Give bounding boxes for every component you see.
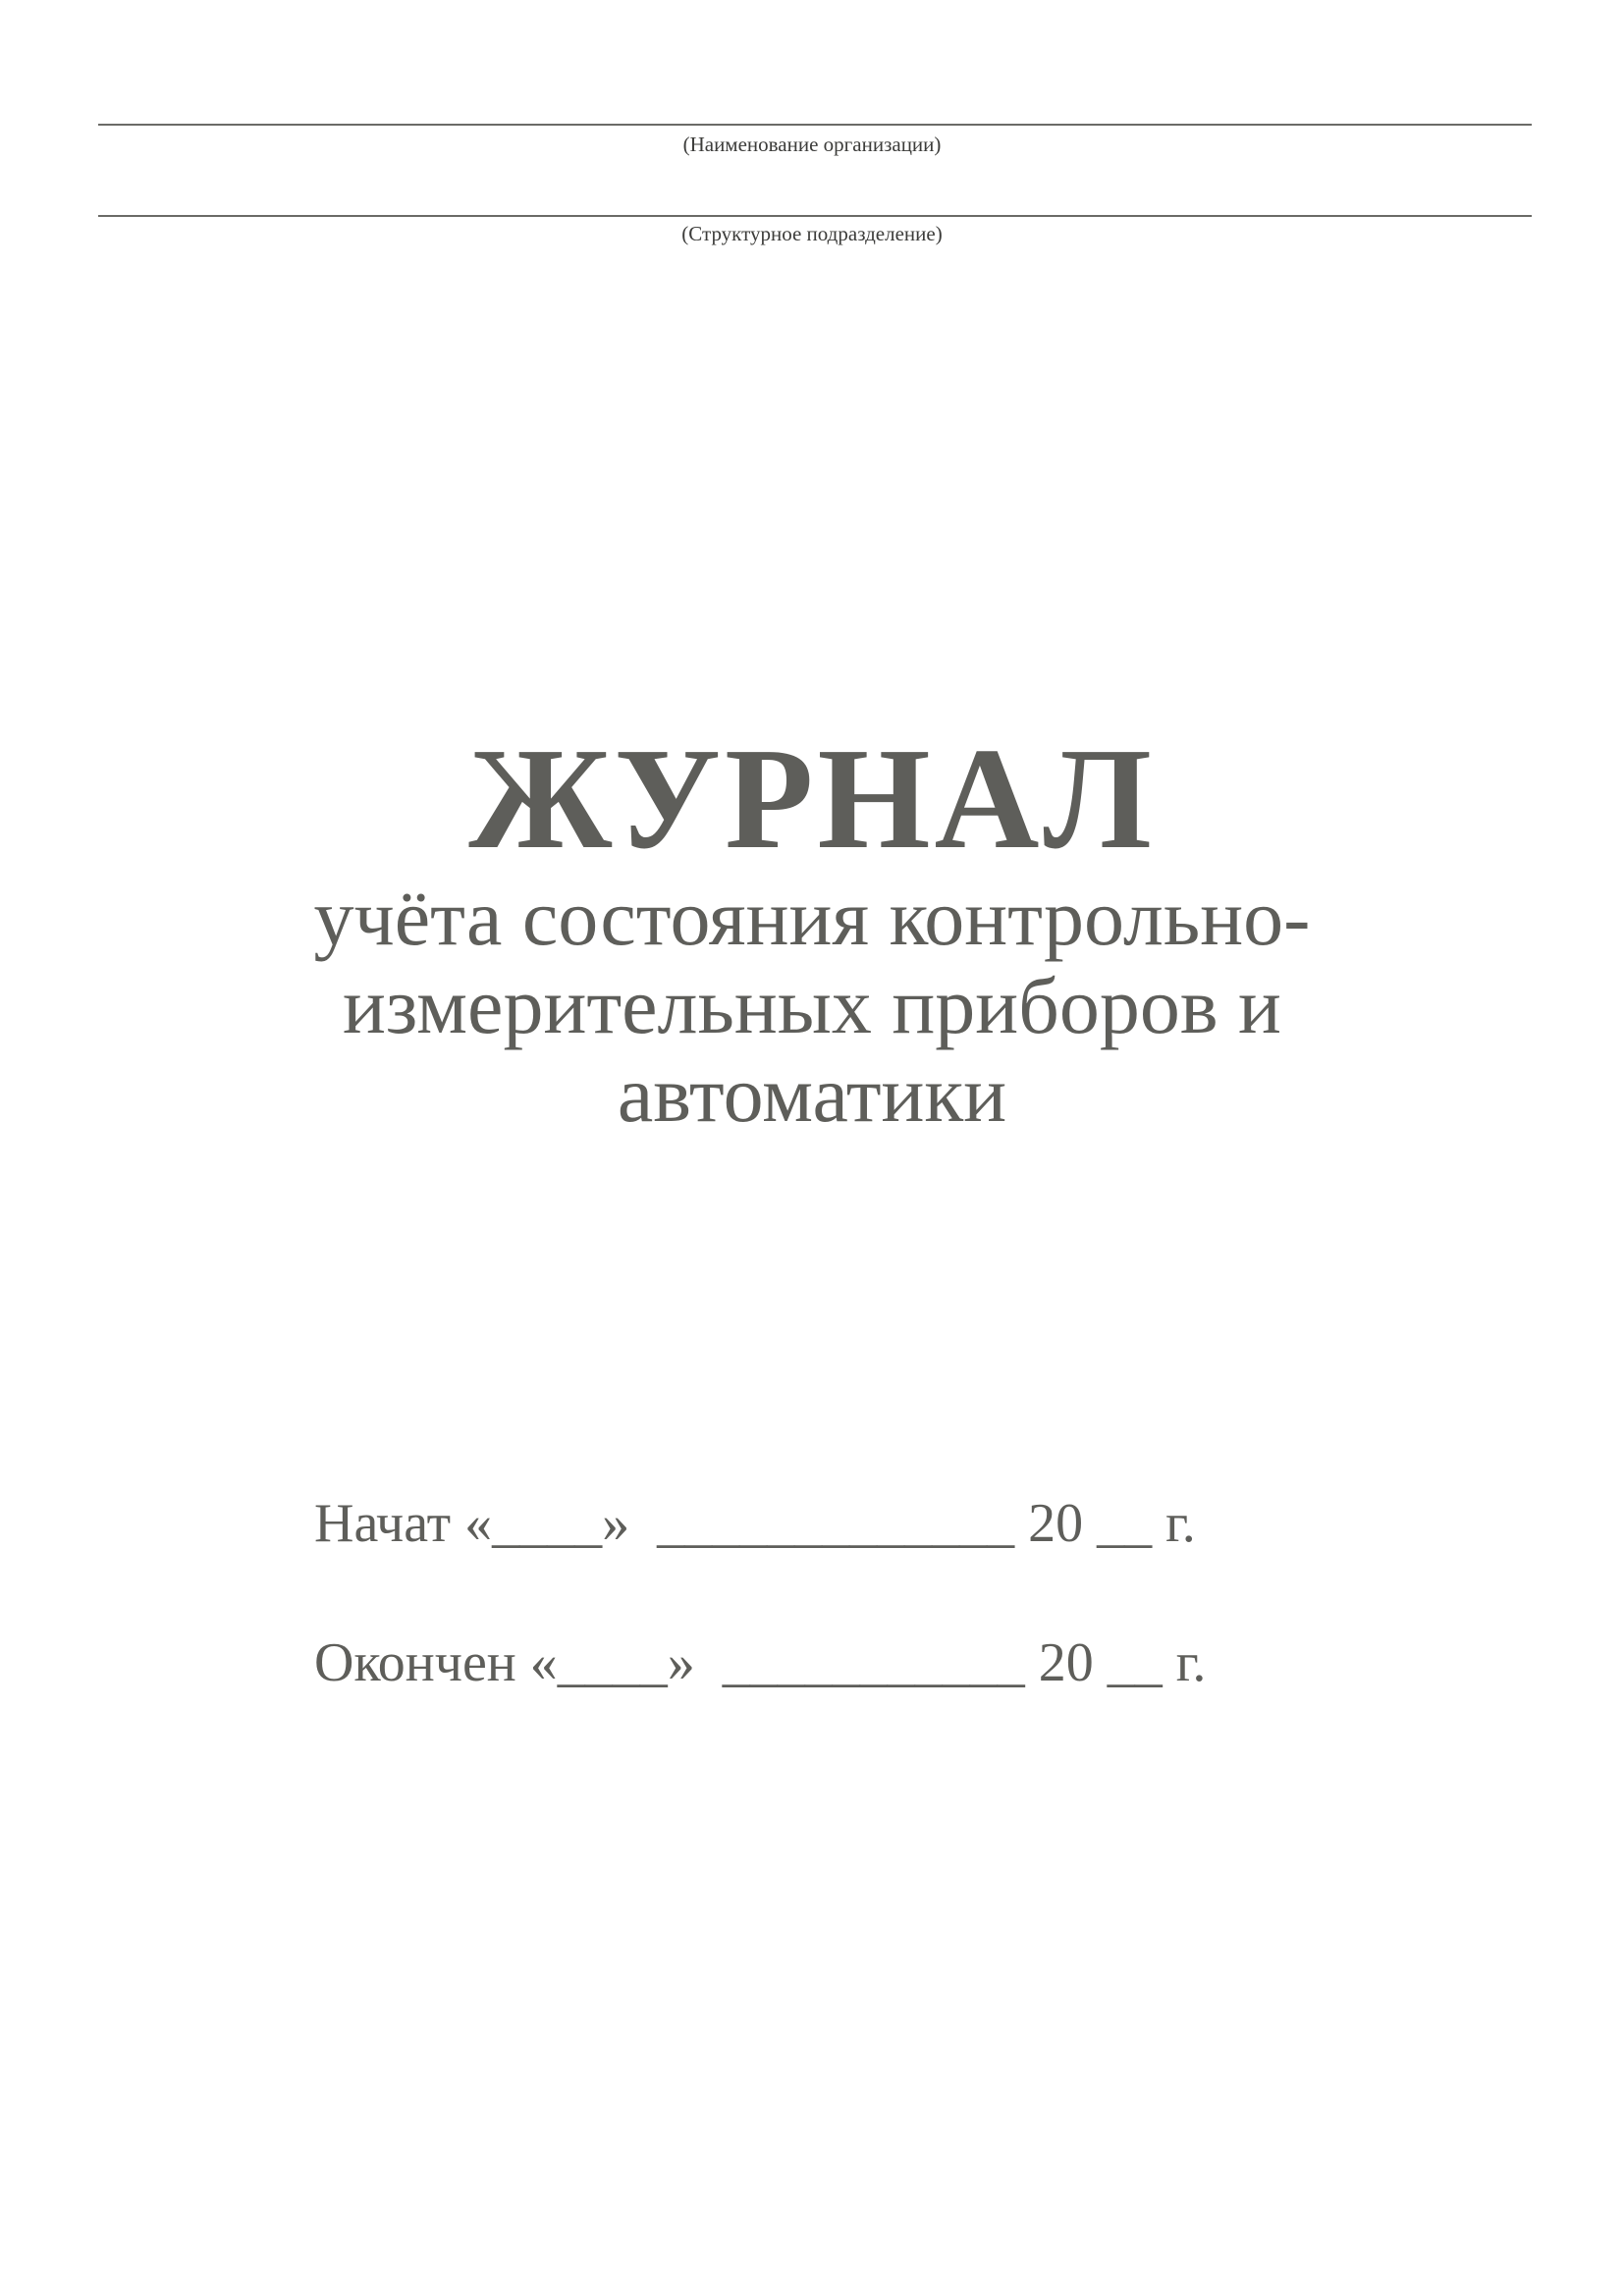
journal-title: ЖУРНАЛ (468, 719, 1156, 880)
organization-line (98, 124, 1532, 126)
finished-date-line: Окончен «____» ___________ 20 __ г. (314, 1632, 1207, 1693)
subtitle-line-1: учёта состояния контрольно- (313, 873, 1311, 962)
department-line (98, 215, 1532, 217)
journal-subtitle (0, 874, 1624, 1139)
subtitle-line-2: измерительных приборов и (343, 961, 1281, 1050)
organization-caption: (Наименование организации) (682, 133, 942, 156)
department-caption: (Структурное подразделение) (681, 222, 943, 245)
date-section (314, 1492, 1206, 1694)
subtitle-line-3: автоматики (617, 1049, 1007, 1139)
started-date-line: Начат «____» _____________ 20 __ г. (314, 1493, 1196, 1554)
